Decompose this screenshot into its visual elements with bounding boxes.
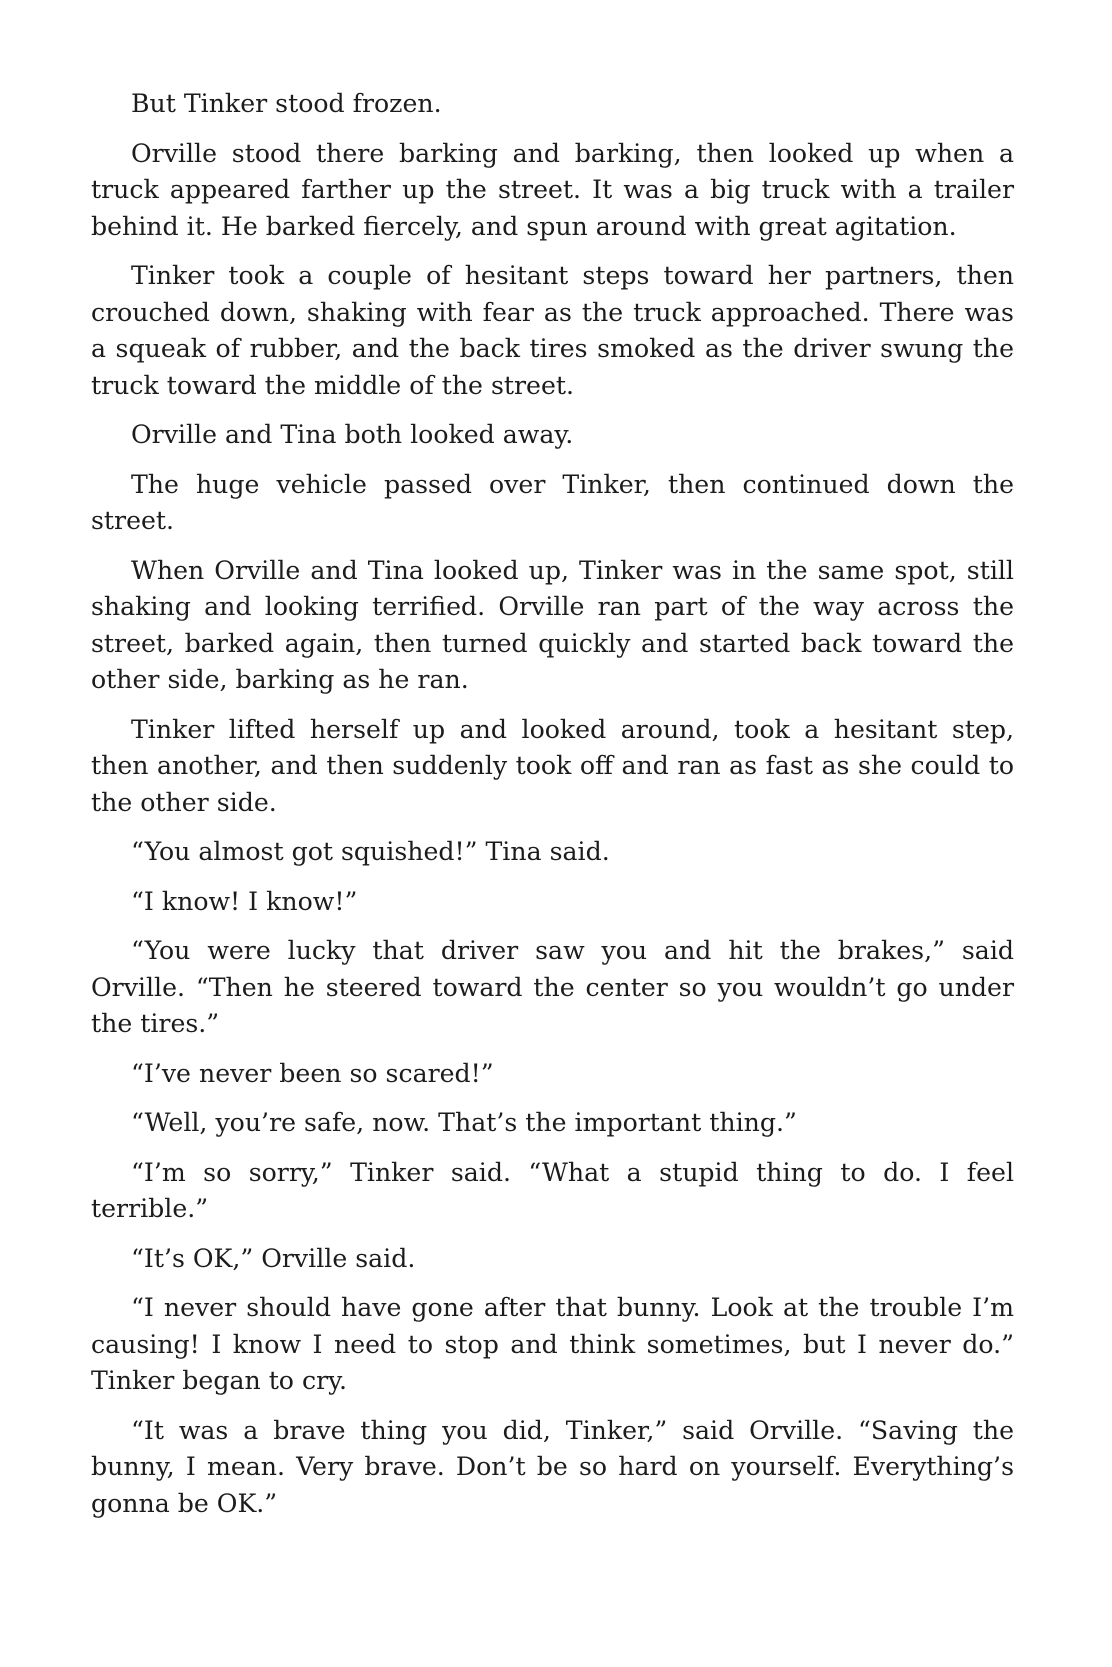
- paragraph: When Orville and Tina looked up, Tinker was in the same spot, still shaking and looking terrified. Orville ran part of the way across the street, barked again, then turned quickly and started back toward the other side, barking as he ran.: [91, 555, 1014, 694]
- paragraph: Orville and Tina both looked away.: [131, 420, 574, 449]
- paragraph: “You were lucky that driver saw you and hit the brakes,” said Orville. “Then he steered toward the center so you wouldn’t go under the tires.”: [91, 936, 1014, 1038]
- paragraph: “I’m so sorry,” Tinker said. “What a stupid thing to do. I feel terrible.”: [91, 1157, 1014, 1223]
- paragraph: Orville stood there barking and barking, then looked up when a truck appeared farther up the street. It was a big truck with a trailer behind it. He barked fiercely, and spun around with great agitation.: [91, 138, 1014, 241]
- paragraph: “It’s OK,” Orville said.: [131, 1243, 416, 1273]
- paragraph: “You almost got squished!” Tina said.: [131, 837, 610, 866]
- paragraph: Tinker took a couple of hesitant steps toward her partners, then crouched down, shaking with fear as the truck approached. There was a squeak of rubber, and the back tires smoked as the driver swung the truck toward the middle of the street.: [91, 261, 1014, 400]
- paragraph: “I’ve never been so scared!”: [131, 1058, 494, 1088]
- paragraph: “Well, you’re safe, now. That’s the important thing.”: [131, 1108, 797, 1137]
- paragraph: “I never should have gone after that bunny. Look at the trouble I’m causing! I know I need to stop and think sometimes, but I never do.” Tinker began to cry.: [91, 1293, 1014, 1395]
- page-text: [91, 86, 1014, 1522]
- paragraph: “I know! I know!”: [131, 886, 358, 916]
- paragraph: The huge vehicle passed over Tinker, then continued down the street.: [91, 469, 1014, 535]
- paragraph: Tinker lifted herself up and looked around, took a hesitant step, then another, and then suddenly took off and ran as fast as she could to the other side.: [91, 714, 1014, 817]
- paragraph: But Tinker stood frozen.: [131, 89, 442, 118]
- paragraph: “It was a brave thing you did, Tinker,” said Orville. “Saving the bunny, I mean. Very brave. Don’t be so hard on yourself. Everything’s gonna be OK.”: [91, 1415, 1014, 1518]
